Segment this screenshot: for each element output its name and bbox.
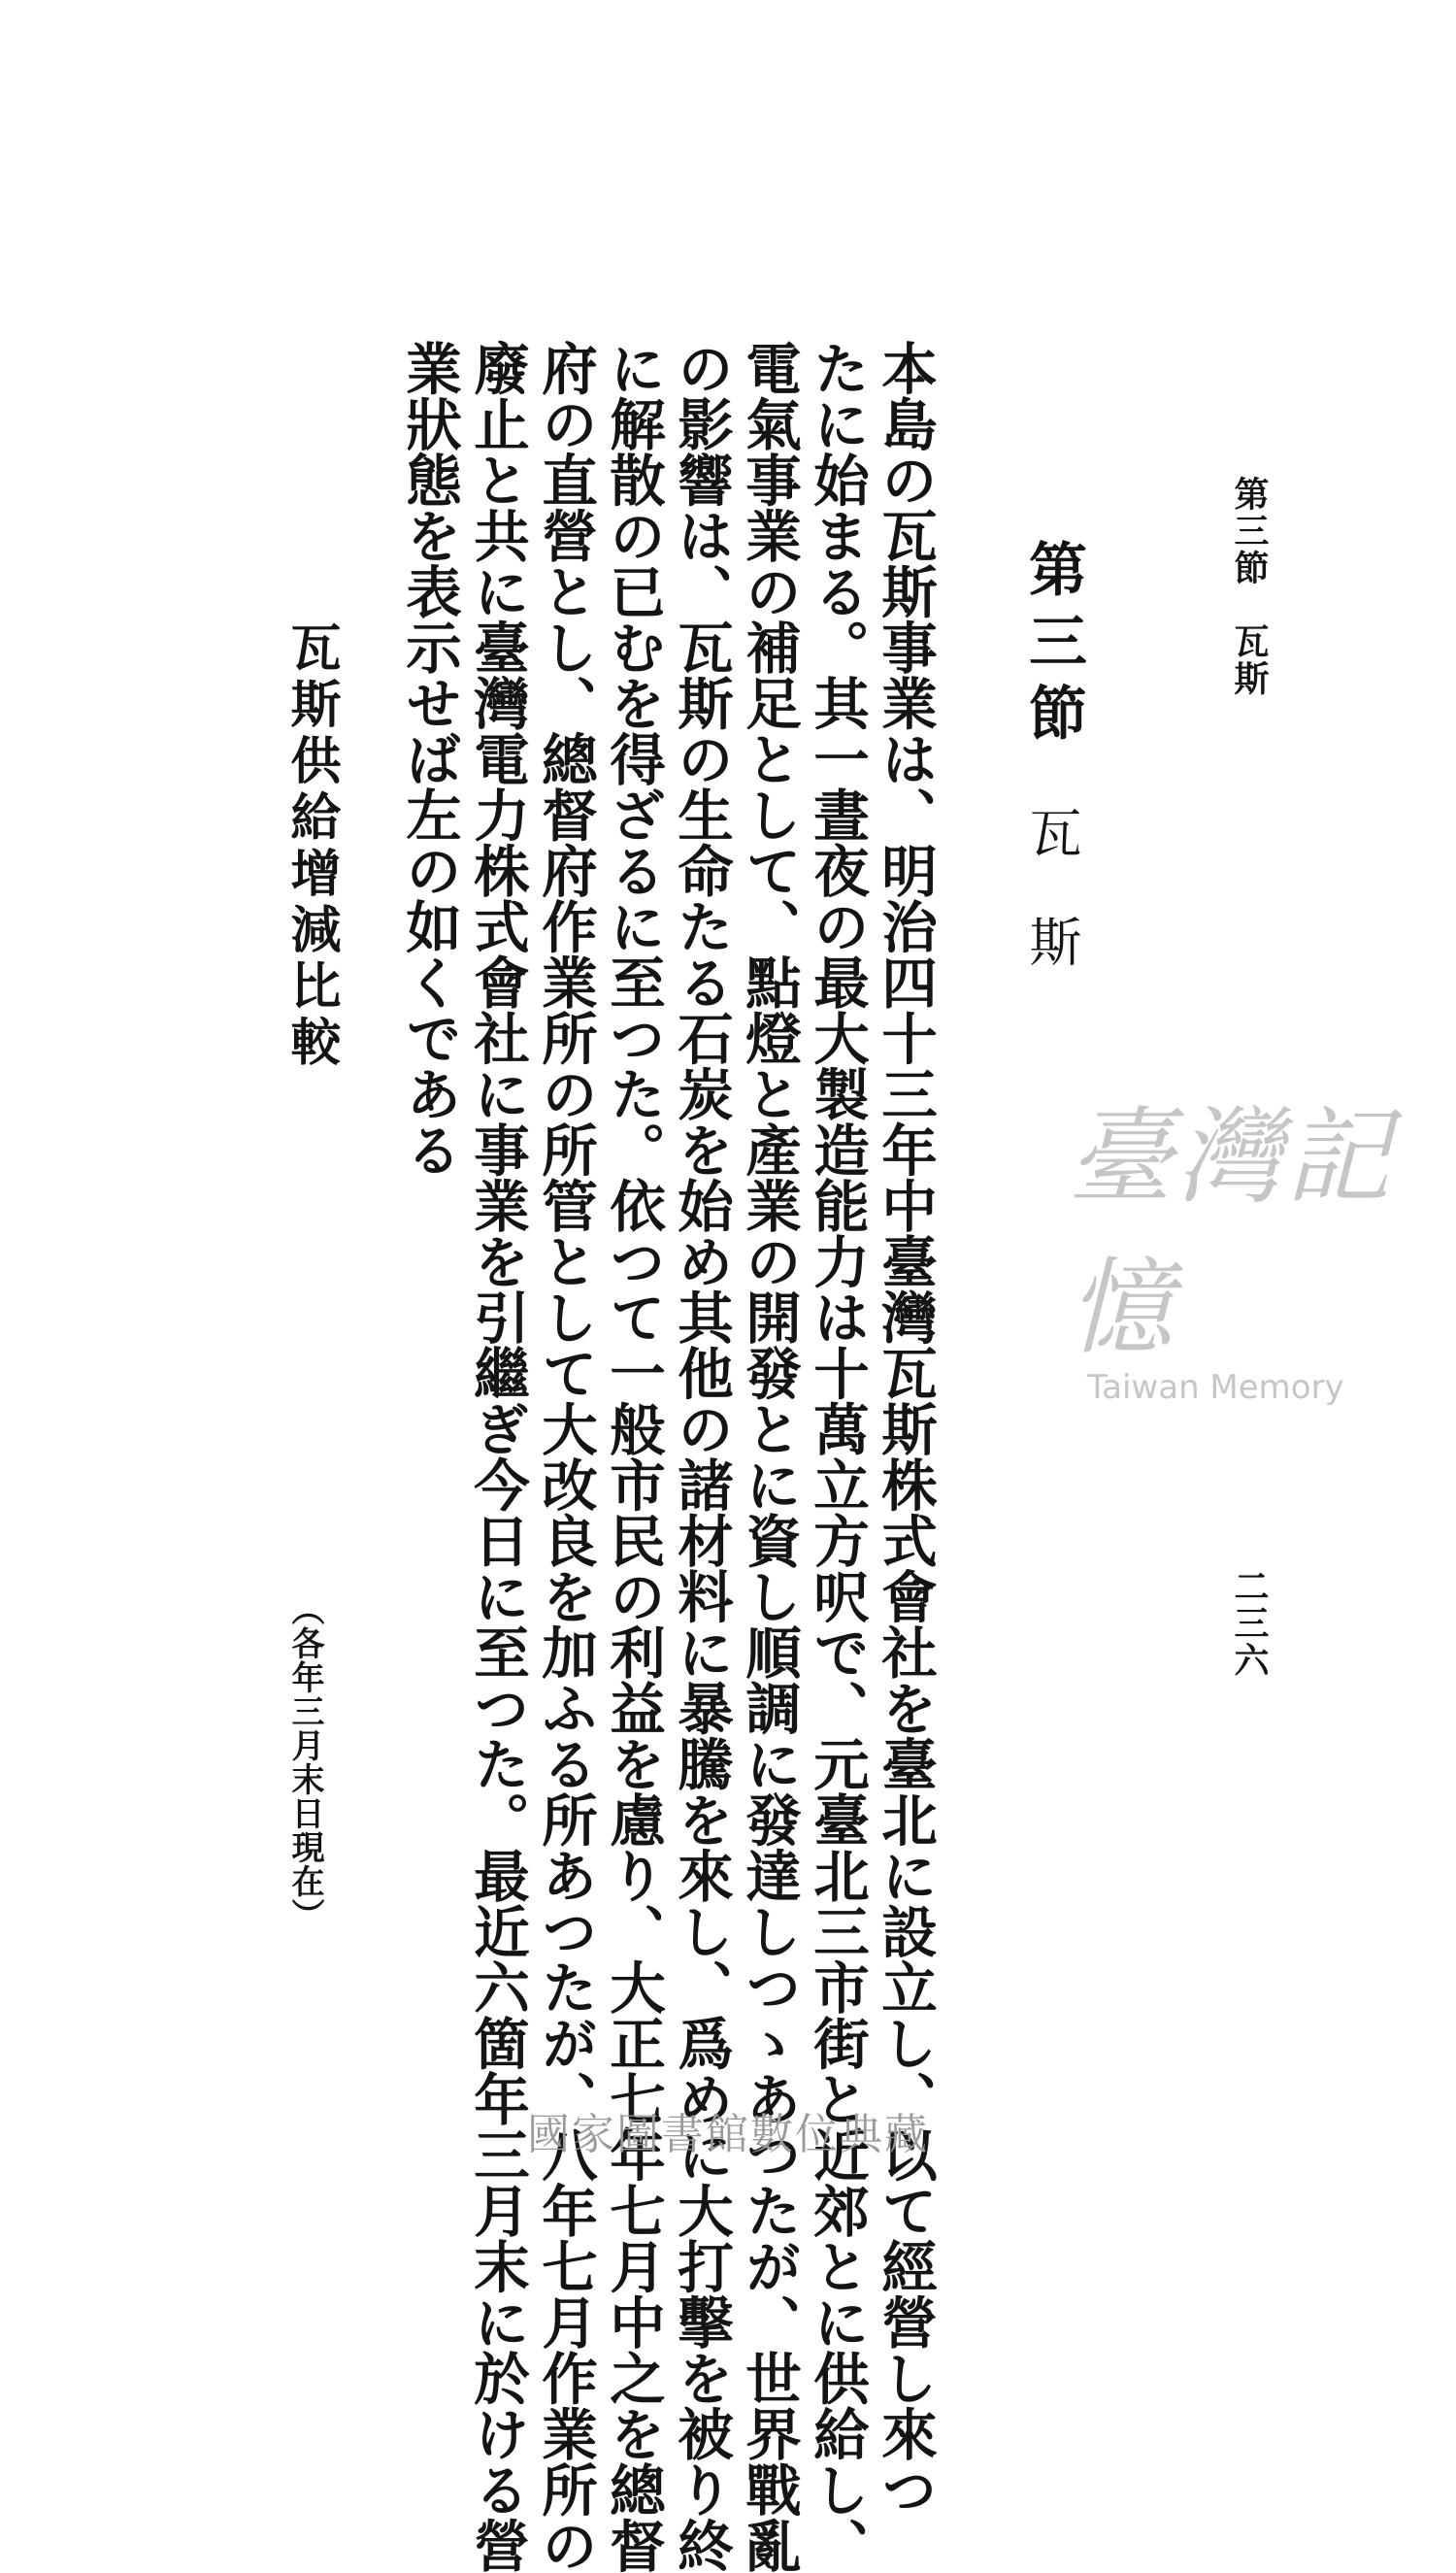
section-number: 第三節	[1019, 539, 1087, 754]
body-line: 府の直營とし、總督府作業所の所管として大改良を加ふる所あつたが、八年七月作業所の	[533, 340, 599, 2573]
body-line: 本島の瓦斯事業は、明治四十三年中臺灣瓦斯株式會社を臺北に設立し、以て經營し來つ	[873, 340, 939, 2518]
body-line: に解散の已むを得ざるに至つた。依つて一般市民の利益を慮り、大正七年七月中之を總督	[601, 340, 667, 2573]
footer-credit: 國家圖書館數位典藏	[527, 2110, 929, 2159]
body-line: 電氣事業の補足として、點燈と產業の開發とに資し順調に發達しつゝあつたが、世界戰亂	[737, 340, 803, 2573]
watermark-logo-text: 臺灣記憶	[1068, 1097, 1395, 1369]
watermark-logo-english: Taiwan Memory	[1087, 1368, 1344, 1407]
page-number: 二三六	[1229, 1568, 1270, 1679]
table-title: 瓦斯供給增減比較	[281, 621, 341, 1072]
body-line: たに始まる。其一晝夜の最大製造能力は十萬立方呎で、元臺北三市街と近郊とに供給し、	[805, 340, 871, 2573]
section-title: 瓦斯	[1021, 806, 1082, 1023]
body-line: 廢止と共に臺灣電力株式會社に事業を引繼ぎ今日に至つた。最近六箇年三月末に於ける營	[465, 340, 531, 2573]
table-date-note: （各年三月末日現在）	[285, 1592, 324, 1932]
running-head: 第三節 瓦斯	[1229, 476, 1270, 697]
watermark	[1068, 1073, 1456, 1407]
body-line: の影響は、瓦斯の生命たる石炭を始め其他の諸材料に暴騰を來し、爲めに大打擊を被り終	[669, 340, 735, 2573]
body-line: 業狀態を表示せば左の如くである	[397, 340, 463, 1178]
